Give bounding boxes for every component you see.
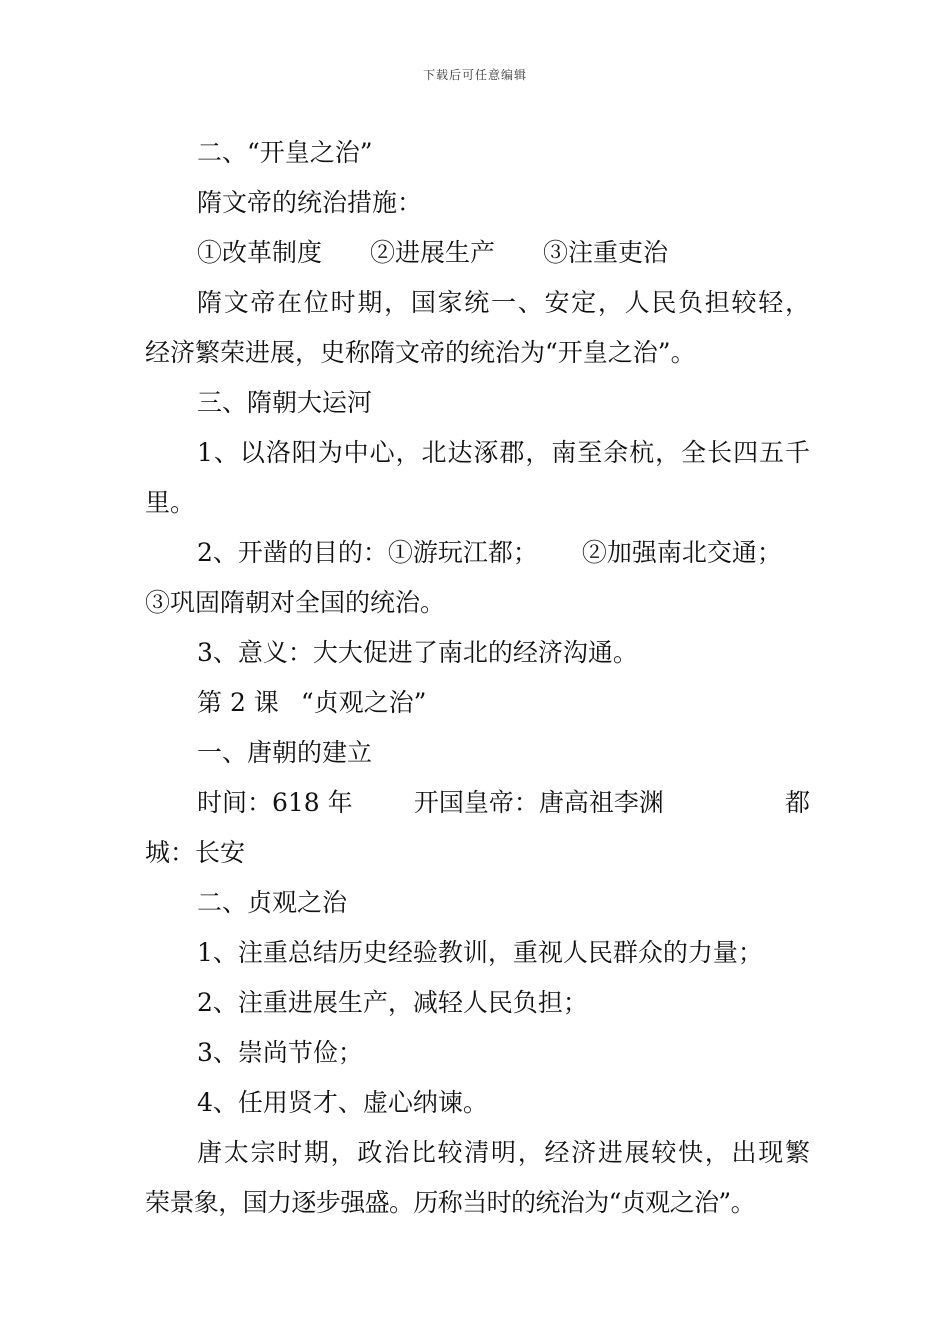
paragraph-line: 2、注重进展生产，减轻人民负担；: [197, 988, 588, 1017]
measure-item: ②进展生产: [370, 238, 496, 267]
section-heading-kaihuang: 二、“开皇之治”: [197, 138, 373, 167]
paragraph-line: 唐太宗时期，政治比较清明，经济进展较快，出现繁: [197, 1138, 810, 1167]
measures-list: [145, 228, 810, 278]
paragraph-line: 隋文帝在位时期，国家统一、安定，人民负担较轻，: [197, 288, 810, 317]
founding-time: 时间：618 年: [197, 788, 353, 817]
document-body: [145, 128, 810, 1228]
paragraph-line: ③巩固隋朝对全国的统治。: [145, 588, 446, 617]
lesson-name: “贞观之治”: [300, 688, 427, 717]
measure-item: ①改革制度: [197, 238, 323, 267]
paragraph-line: 1、以洛阳为中心，北达涿郡，南至余杭，全长四五千: [197, 438, 810, 467]
paragraph-line: [145, 778, 810, 828]
purpose-item: ②加强南北交通；: [581, 538, 782, 567]
section-heading-tang: 一、唐朝的建立: [197, 738, 373, 767]
lesson-title: [145, 678, 810, 728]
paragraph-line: 1、注重总结历史经验教训，重视人民群众的力量；: [197, 938, 763, 967]
page-header: 下载后可任意编辑: [422, 68, 527, 82]
founding-emperor: 开国皇帝：唐高祖李渊: [413, 788, 664, 817]
capital-label: 都: [784, 788, 810, 817]
paragraph-line: 城：长安: [145, 838, 246, 867]
paragraph-line: 3、意义：大大促进了南北的经济沟通。: [197, 638, 638, 667]
section-heading-canal: 三、隋朝大运河: [197, 388, 373, 417]
paragraph-line: 里。: [145, 488, 196, 517]
paragraph-line: 4、任用贤才、虚心纳谏。: [197, 1088, 488, 1117]
paragraph-line: 经济繁荣进展，史称隋文帝的统治为“开皇之治”。: [145, 338, 696, 367]
paragraph-line: 3、崇尚节俭；: [197, 1038, 363, 1067]
paragraph-line: 荣景象，国力逐步强盛。历称当时的统治为“贞观之治”。: [145, 1188, 755, 1217]
purpose-item: 2、开凿的目的：①游玩江都；: [197, 538, 538, 567]
measure-item: ③注重吏治: [543, 238, 669, 267]
paragraph-line: 隋文帝的统治措施：: [197, 188, 423, 217]
section-heading-zhenguan: 二、贞观之治: [197, 888, 348, 917]
lesson-number: 第 2 课: [197, 688, 279, 717]
paragraph-line: [145, 528, 810, 578]
